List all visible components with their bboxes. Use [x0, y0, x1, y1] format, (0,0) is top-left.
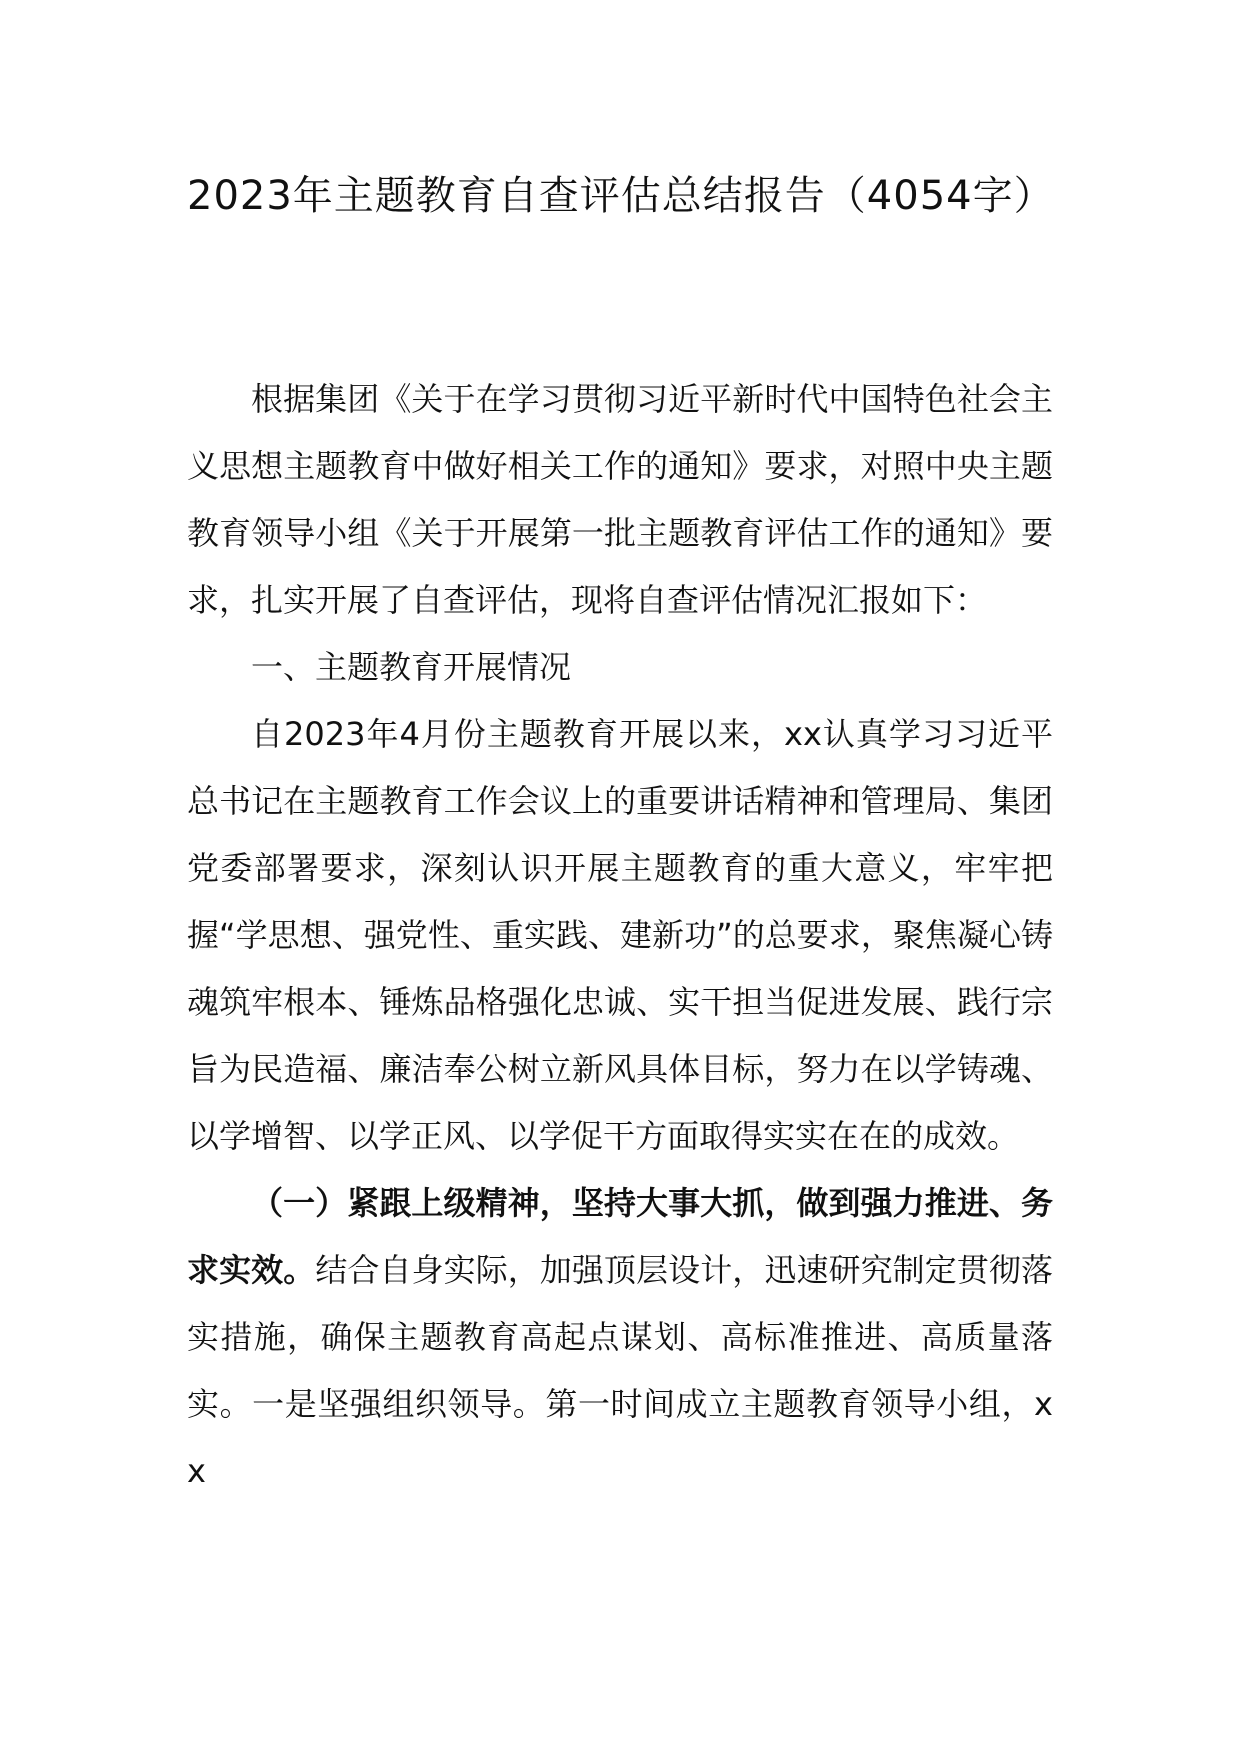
paragraph-overview: 自2023年4月份主题教育开展以来，xx认真学习习近平总书记在主题教育工作会议上的重要讲话精神和管理局、集团党委部署要求，深刻认识开展主题教育的重大意义，牢牢把握“学思想、强党性、重实践、建新功”的总要求，聚焦凝心铸魂筑牢根本、锤炼品格强化忠诚、实干担当促进发展、践行宗旨为民造福、廉洁奉公树立新风具体目标，努力在以学铸魂、以学增智、以学正风、以学促干方面取得实实在在的成效。 — [187, 715, 1053, 1155]
paragraph-intro: 根据集团《关于在学习贯彻习近平新时代中国特色社会主义思想主题教育中做好相关工作的通知》要求，对照中央主题教育领导小组《关于开展第一批主题教育评估工作的通知》要求，扎实开展了自查评估，现将自查评估情况汇报如下： — [187, 380, 1053, 619]
subsection-body-1: 结合自身实际，加强顶层设计，迅速研究制定贯彻落实措施，确保主题教育高起点谋划、高标准推进、高质量落实。一是坚强组织领导。第一时间成立主题教育领导小组，xx — [187, 1251, 1053, 1490]
paragraph-subsection-1 — [187, 1170, 1053, 1505]
section-heading-1: 一、主题教育开展情况 — [251, 648, 572, 686]
subsection-heading-1: （一）紧跟上级精神，坚持大事大抓，做到强力推进、务求实效。 — [187, 1184, 1053, 1289]
document-body — [187, 366, 1053, 1505]
document-title: 2023年主题教育自查评估总结报告（4054字） — [187, 173, 1055, 219]
